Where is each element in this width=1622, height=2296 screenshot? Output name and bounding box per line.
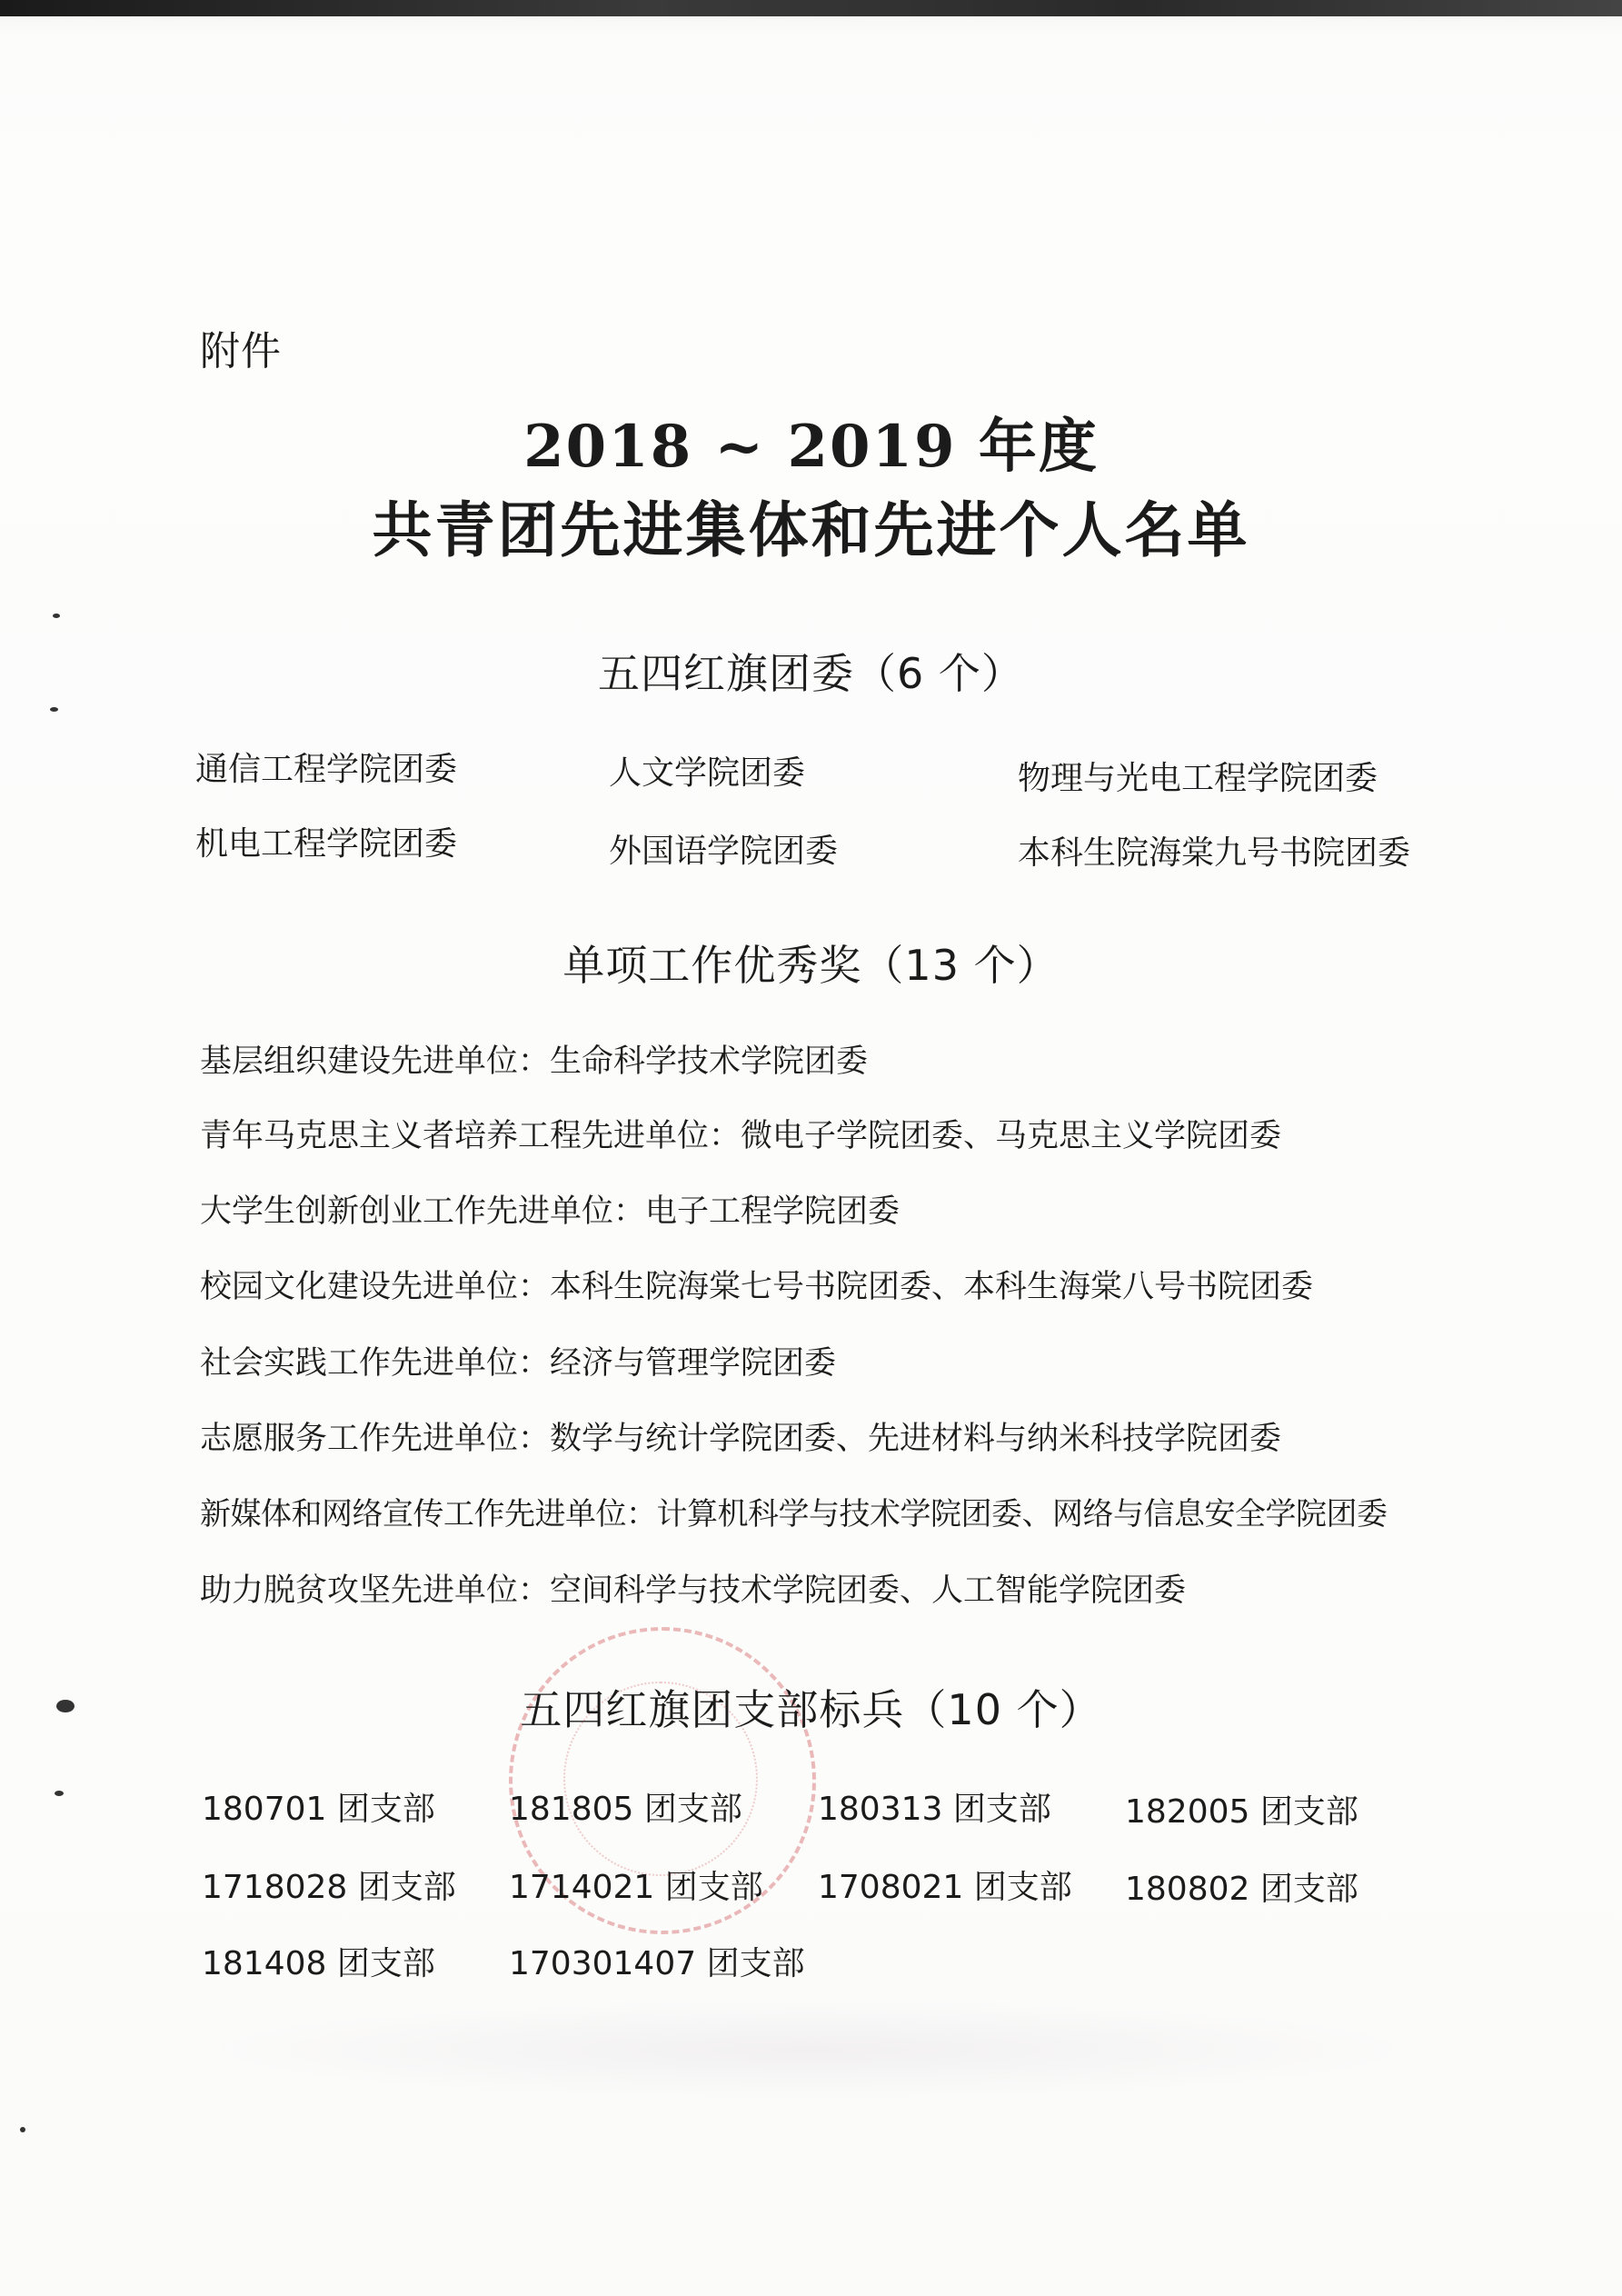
- list-item: 社会实践工作先进单位：经济与管理学院团委: [200, 1345, 837, 1382]
- document-title-main: 共青团先进集体和先进个人名单: [372, 494, 1250, 565]
- list-item: 本科生院海棠九号书院团委: [1018, 834, 1411, 872]
- scan-speck: [55, 1791, 64, 1796]
- list-item: 基层组织建设先进单位：生命科学技术学院团委: [200, 1043, 869, 1080]
- list-item: 人文学院团委: [609, 754, 806, 792]
- scan-speck: [50, 707, 58, 712]
- list-item: 校园文化建设先进单位：本科生院海棠七号书院团委、本科生海棠八号书院团委: [200, 1269, 1314, 1305]
- list-item: 青年马克思主义者培养工程先进单位：微电子学院团委、马克思主义学院团委: [200, 1118, 1282, 1154]
- section-heading-red-flag-committees: 五四红旗团委（6 个）: [598, 649, 1024, 698]
- list-item: 外国语学院团委: [609, 833, 839, 870]
- attachment-label: 附件: [200, 328, 282, 374]
- list-item: 志愿服务工作先进单位：数学与统计学院团委、先进材料与纳米科技学院团委: [200, 1421, 1282, 1457]
- list-item: 181805 团支部: [509, 1791, 742, 1828]
- list-item: 助力脱贫攻坚先进单位：空间科学与技术学院团委、人工智能学院团委: [200, 1572, 1187, 1609]
- list-item: 新媒体和网络宣传工作先进单位：计算机科学与技术学院团委、网络与信息安全学院团委: [200, 1496, 1388, 1532]
- document-title-year: 2018 ~ 2019 年度: [523, 413, 1099, 481]
- scan-top-edge: [0, 0, 1622, 16]
- list-item: 182005 团支部: [1125, 1793, 1358, 1831]
- list-item: 180802 团支部: [1125, 1871, 1358, 1908]
- list-item: 1714021 团支部: [509, 1869, 763, 1906]
- scan-speck: [56, 1700, 75, 1712]
- scan-speck: [53, 614, 60, 618]
- list-item: 机电工程学院团委: [195, 825, 458, 863]
- list-item: 170301407 团支部: [509, 1945, 805, 1982]
- list-item: 大学生创新创业工作先进单位：电子工程学院团委: [200, 1193, 901, 1230]
- list-item: 180701 团支部: [202, 1791, 435, 1828]
- show-through-bleed: [182, 2000, 1436, 2100]
- section-heading-single-item-awards: 单项工作优秀奖（13 个）: [562, 941, 1060, 990]
- list-item: 物理与光电工程学院团委: [1018, 760, 1378, 797]
- list-item: 180313 团支部: [818, 1791, 1051, 1828]
- section-heading-red-flag-branches: 五四红旗团支部标兵（10 个）: [520, 1685, 1102, 1734]
- list-item: 181408 团支部: [202, 1945, 435, 1982]
- list-item: 通信工程学院团委: [195, 751, 458, 788]
- list-item: 1708021 团支部: [818, 1869, 1072, 1906]
- list-item: 1718028 团支部: [202, 1869, 456, 1906]
- scan-speck: [20, 2127, 25, 2132]
